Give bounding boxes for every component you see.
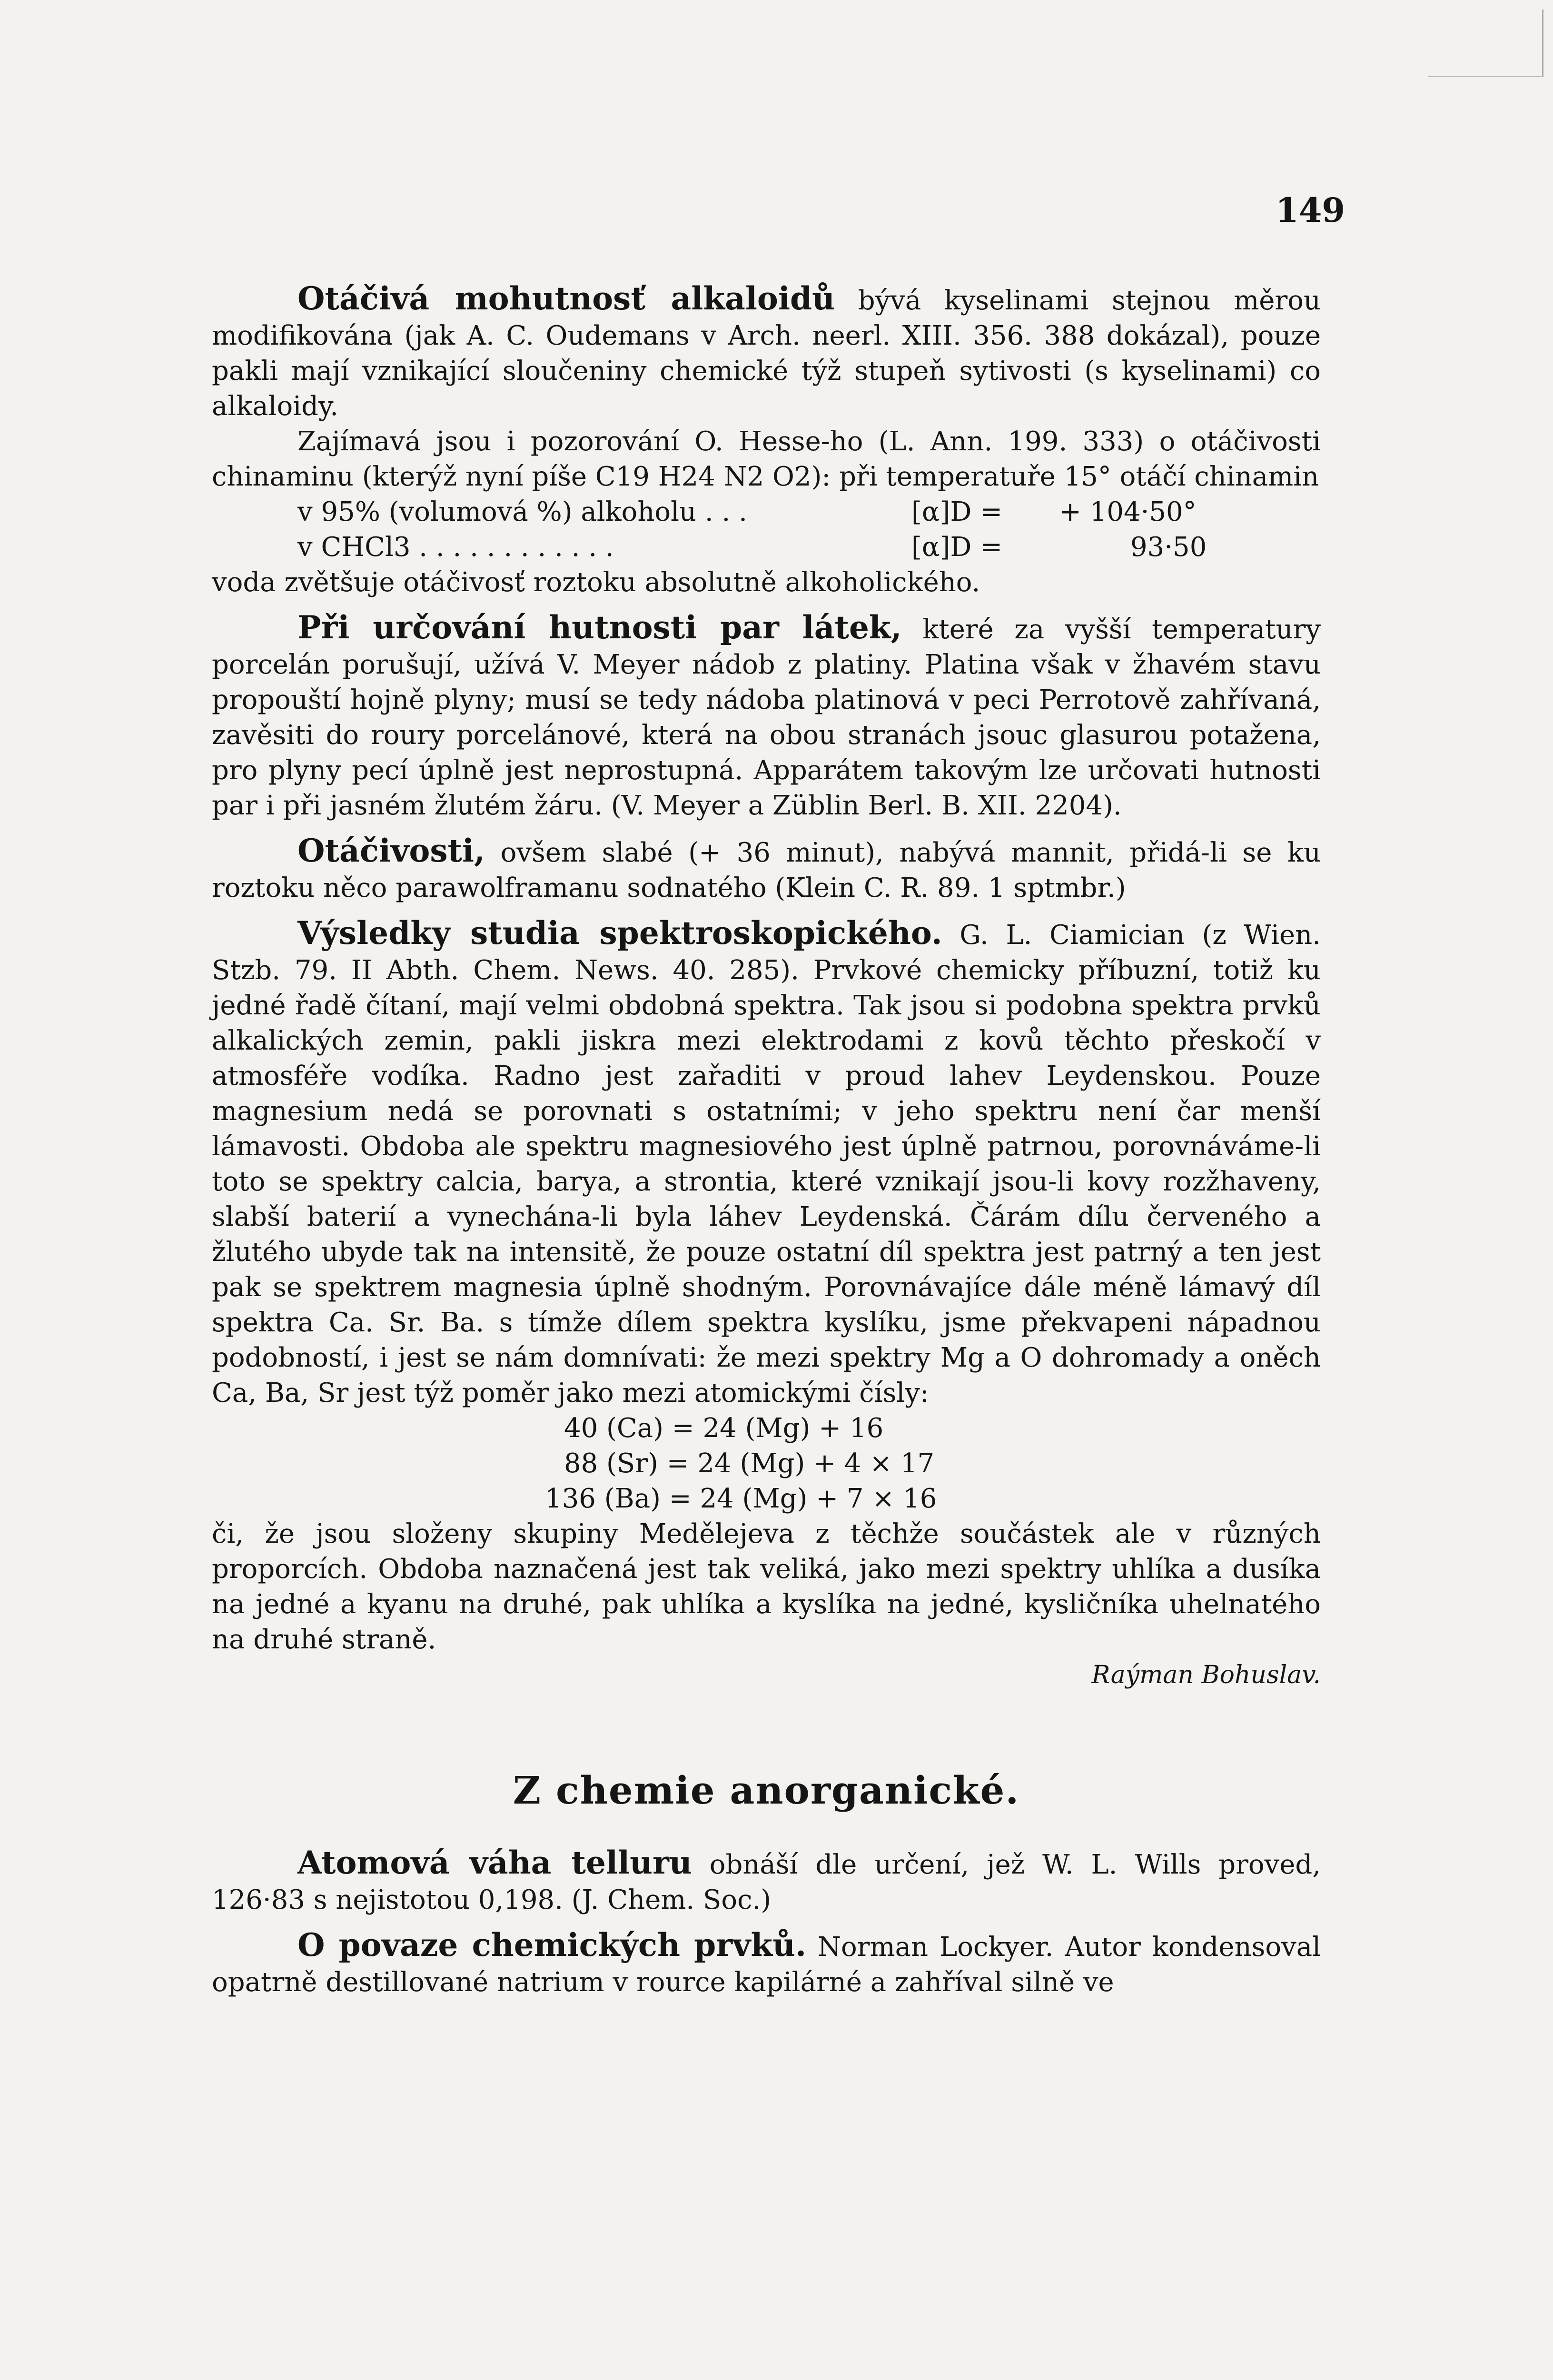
paragraph-tellurium: Atomová váha telluru obnáší dle určení, jež W. L. Wills proved, 126·83 s nejistotou 0,198. (J. Chem. Soc.) bbox=[212, 1844, 1321, 1915]
paragraph-spectroscopy-conclusion: či, že jsou složeny skupiny Medělejeva z těchže součástek ale v různých proporcích. Obdoba naznačená jest tak veliká, jako mezi spektry uhlíka a dusíka na jedné a kyanu na druhé, pak uhlíka a kyslíka na jedné, kysličníka uhelnatého na druhé straně. bbox=[212, 1518, 1321, 1655]
equation-ba: 136 (Ba) = 24 (Mg) + 7 × 16 bbox=[545, 1483, 937, 1514]
paragraph-spectroscopy: Výsledky studia spektroskopického. G. L. Ciamician (z Wien. Stzb. 79. II Abth. Chem. News. 40. 285). Prvkové chemicky příbuzní, totiž ku jedné řadě čítaní, mají velmi obdobná spektra. Tak jsou si podobna spektra prvků alkalických zemin, pakli jiskra mezi elektrodami z kovů těchto přeskočí v atmosféře vodíka. Radno jest zařaditi v proud lahev Leydenskou. Pouze magnesium nedá se porovnati s ostatními; v jeho spektru není čar menší lámavosti. Obdoba ale spektru magnesiového jest úplně patrnou, porovnáváme-li toto se spektry calcia, barya, a strontia, které vznikají jsou-li kovy rozžhaveny, slabší baterií a vynechána-li byla láhev Leydenská. Čárám dílu červeného a žlutého ubyde tak na intensitě, že pouze ostatní díl spektra jest patrný a ten jest pak se spektrem magnesia úplně shodným. Porovnávajíce dále méně lámavý díl spektra Ca. Sr. Ba. s tímže dílem spektra kyslíku, jsme překvapeni nápadnou podobností, i jest se nám domnívati: že mezi spektry Mg a O dohromady a oněch Ca, Ba, Sr jest týž poměr jako mezi atomickými čísly: bbox=[212, 914, 1321, 1408]
equation-sr: 88 (Sr) = 24 (Mg) + 4 × 17 bbox=[564, 1448, 935, 1479]
paragraph-alkaloid-rotation: Otáčivá mohutnosť alkaloidů bývá kyselinami stejnou měrou modifikována (jak A. C. Oudemans v Arch. neerl. XIII. 356. 388 dokázal), pouze pakli mají vznikající sloučeniny chemické týž stupeň sytivosti (s kyselinami) co alkaloidy. bbox=[212, 280, 1321, 422]
heading-mannit: Otáčivosti, bbox=[297, 832, 485, 869]
rotation-row-chloroform: v CHCl3 . . . . . . . . . . . . [α]D = 93·50 bbox=[297, 532, 1207, 563]
section-title: Z chemie anorganické. bbox=[513, 1768, 1020, 1813]
paragraph-water-effect: voda zvětšuje otáčivosť roztoku absolutně alkoholického. bbox=[212, 567, 980, 598]
heading-elements: O povaze chemických prvků. bbox=[297, 1926, 807, 1964]
paragraph-hesse: Zajímavá jsou i pozorování O. Hesse-ho (L. Ann. 199. 333) o otáčivosti chinaminu (kterýž nyní píše C19 H24 N2 O2): při temperatuře 15° otáčí chinamin bbox=[212, 426, 1321, 492]
rotation-row-alcohol: v 95% (volumová %) alkoholu . . . [α]D = + 104·50° bbox=[297, 496, 1197, 527]
paragraph-mannit: Otáčivosti, ovšem slabé (+ 36 minut), nabývá mannit, přidá-li se ku roztoku něco parawolframanu sodnatého (Klein C. R. 89. 1 sptmbr.) bbox=[212, 832, 1321, 903]
heading-vapour-density: Při určování hutnosti par látek, bbox=[297, 609, 902, 646]
heading-alkaloid-rotation: Otáčivá mohutnosť alkaloidů bbox=[297, 280, 835, 317]
equation-ca: 40 (Ca) = 24 (Mg) + 16 bbox=[564, 1413, 884, 1444]
main-column bbox=[212, 281, 1321, 2000]
paragraph-vapour-density: Při určování hutnosti par látek, které za vyšší temperatury porcelán porušují, užívá V. Meyer nádob z platiny. Platina však v žhavém stavu propouští hojně plyny; musí se tedy nádoba platinová v peci Perrotově zahřívaná, zavěsiti do roury porcelánové, která na obou stranách jsouc glasurou potažena, pro plyny pecí úplně jest neprostupná. Apparátem takovým lze určovati hutnosti par i při jasném žlutém žáru. (V. Meyer a Züblin Berl. B. XII. 2204). bbox=[212, 609, 1321, 821]
author-signature: Raýman Bohuslav. bbox=[1091, 1661, 1321, 1689]
paragraph-elements: O povaze chemických prvků. Norman Lockyer. Autor kondensoval opatrně destillované natrium v rource kapilárné a zahříval silně ve bbox=[212, 1926, 1321, 1998]
scan-edge-mark bbox=[1428, 10, 1543, 77]
page-number: 149 bbox=[1276, 190, 1345, 230]
heading-tellurium: Atomová váha telluru bbox=[297, 1844, 692, 1881]
heading-spectroscopy: Výsledky studia spektroskopického. bbox=[297, 914, 942, 952]
